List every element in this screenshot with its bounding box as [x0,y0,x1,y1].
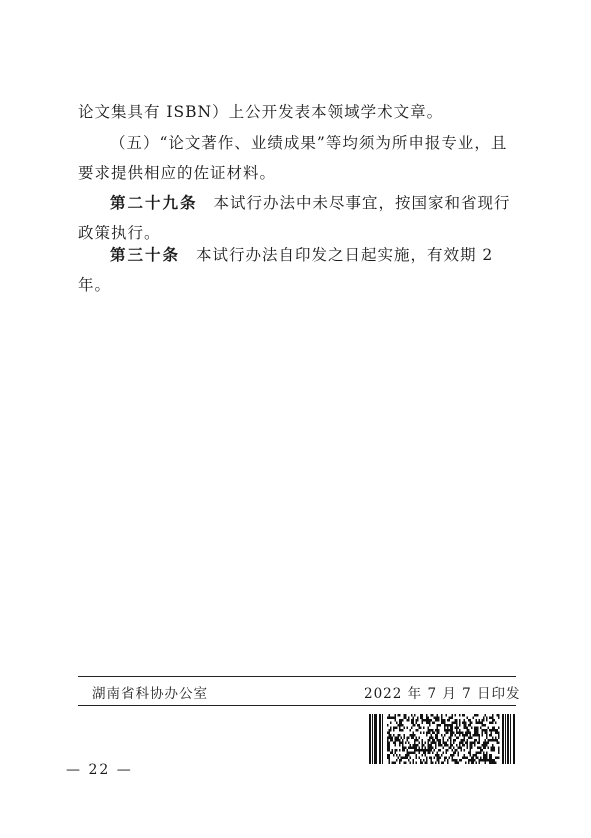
article-29-label: 第二十九条 [110,193,198,212]
page-number: — 22 — [66,762,133,778]
footer-top-rule [78,676,516,677]
article-30-text: 本试行办法自印发之日起实施，有效期 2 年。 [78,246,494,294]
paragraph-line-1 [78,97,518,127]
article-30 [78,240,518,300]
article-29-text: 本试行办法中未尽事宜，按国家和省现行政策执行。 [78,194,511,242]
issuer-name: 湖南省科协办公室 [92,686,208,702]
item-5-paragraph [78,128,518,188]
issue-date: 2022 年 7 月 7 日印发 [364,686,521,702]
barcode-image [369,714,516,764]
footer-bottom-rule [78,705,516,706]
line1-text: 论文集具有 ISBN）上公开发表本领域学术文章。 [78,103,444,121]
barcode-graphic [369,714,516,764]
article-30-label: 第三十条 [110,245,181,264]
article-29 [78,188,518,248]
item-5-text: （五）“论文著作、业绩成果”等均须为所申报专业，且要求提供相应的佐证材料。 [78,134,508,182]
